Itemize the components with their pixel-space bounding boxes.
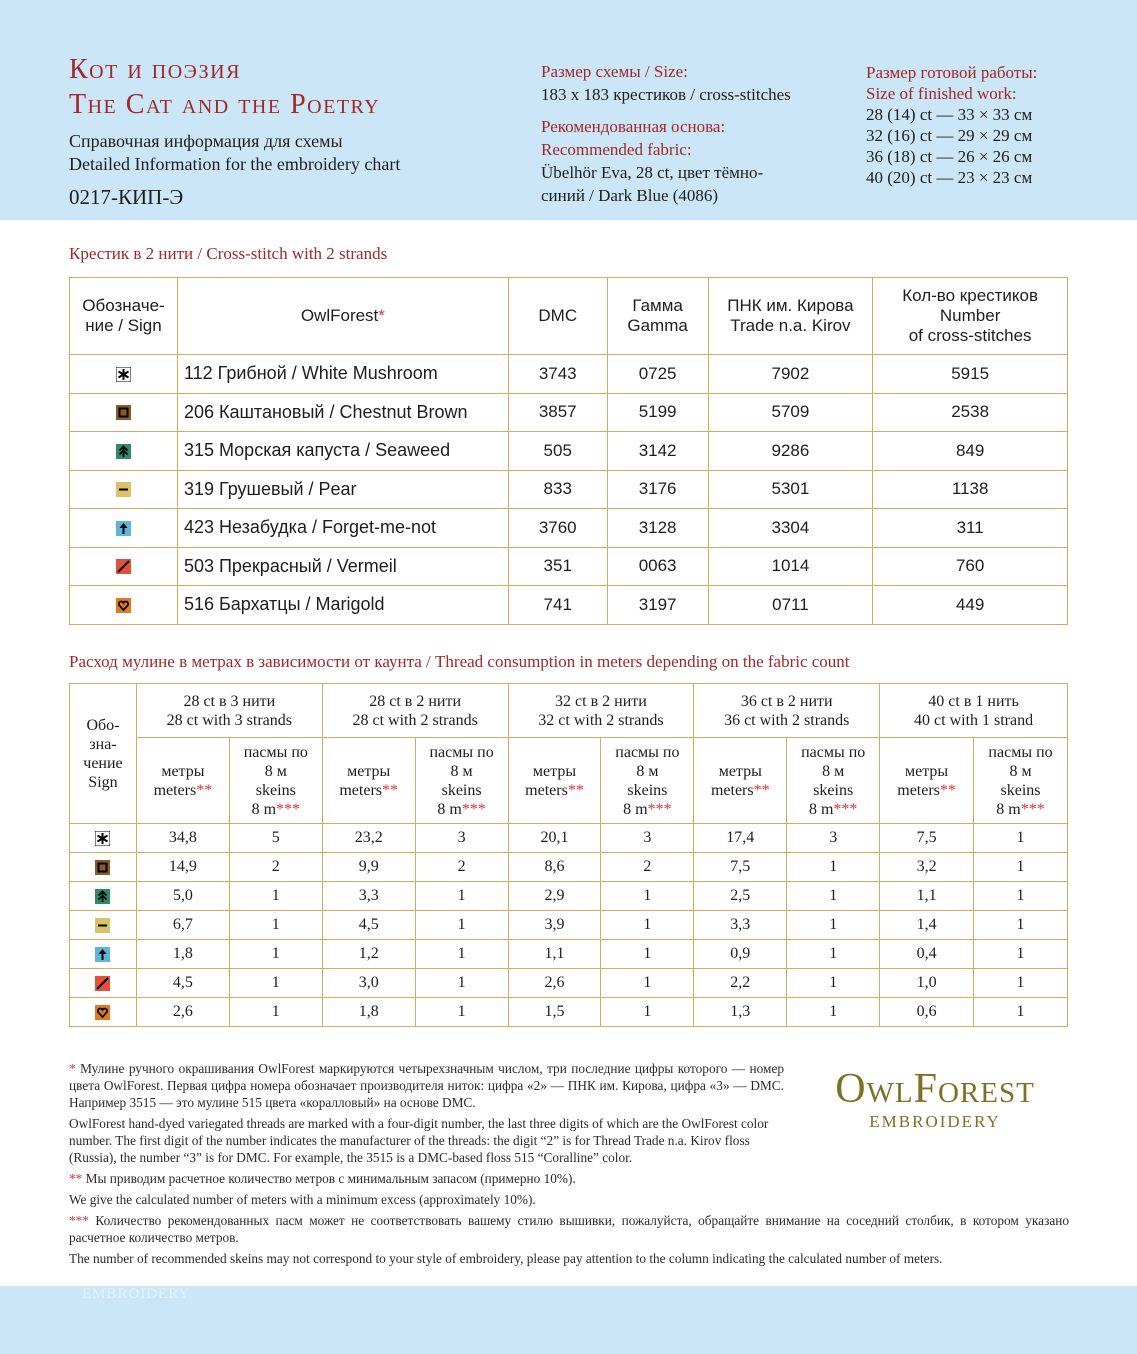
table-row <box>70 547 1068 586</box>
meters-cell: 2,2 <box>694 969 787 998</box>
dmc-cell: 833 <box>508 470 607 509</box>
skeins-cell: 1 <box>601 940 694 969</box>
skeins-cell: 1 <box>974 998 1068 1027</box>
sign-cell <box>70 547 178 586</box>
skeins-cell: 1 <box>787 998 880 1027</box>
footnote-2-ru: ** Мы приводим расчетное количество метров с минимальным запасом (примерно 10%). <box>69 1171 576 1186</box>
sign-header-2: Обо- зна- чение Sign <box>70 684 137 824</box>
footnote-1-en: OwlForest hand-dyed variegated threads are marked with a four-digit number, the last three digits of which are the OwlForest color number. The first digit of the number indicates the manufacturer of the threads: the digit “2” is for Thread Trade n.a. Kirov floss (Russia), the number “3” is for DMC. For example, the 3515 is a DMC-based floss 515 “Coralline” color. <box>69 1116 769 1165</box>
dmc-cell: 3743 <box>508 355 607 394</box>
sign-cell <box>70 853 137 882</box>
footnote-2-en: We give the calculated number of meters with a minimum excess (approximately 10%). <box>69 1192 536 1207</box>
dmc-cell: 3760 <box>508 509 607 548</box>
dmc-cell: 505 <box>508 432 607 471</box>
sign-cell <box>70 393 178 432</box>
gamma-cell: 5199 <box>607 393 708 432</box>
skeins-header: пасмы по 8 м skeins 8 m*** <box>974 738 1068 824</box>
color-name: 319 Грушевый / Pear <box>177 470 508 509</box>
gamma-cell: 3142 <box>607 432 708 471</box>
meters-header: метры meters** <box>322 738 415 824</box>
meters-cell: 14,9 <box>136 853 229 882</box>
skeins-cell: 1 <box>415 998 508 1027</box>
footer-band <box>0 1286 1137 1354</box>
meters-cell: 2,6 <box>508 969 601 998</box>
skeins-cell: 1 <box>974 824 1068 853</box>
count-cell: 760 <box>873 547 1068 586</box>
sign-cell <box>70 911 137 940</box>
title-ru: Кот и поэзия <box>69 54 241 85</box>
meters-cell: 0,4 <box>880 940 974 969</box>
meters-header: метры meters** <box>136 738 229 824</box>
sign-cell <box>70 940 137 969</box>
slash-symbol-icon <box>116 559 131 574</box>
sign-cell <box>70 824 137 853</box>
count-cell: 2538 <box>873 393 1068 432</box>
skeins-cell: 1 <box>974 969 1068 998</box>
pnk-cell: 9286 <box>708 432 873 471</box>
gamma-cell: 3128 <box>607 509 708 548</box>
meters-cell: 3,3 <box>322 882 415 911</box>
dmc-cell: 3857 <box>508 393 607 432</box>
skeins-cell: 1 <box>787 911 880 940</box>
skeins-cell: 2 <box>415 853 508 882</box>
sign-cell <box>70 586 178 625</box>
skeins-cell: 5 <box>229 824 322 853</box>
tree-symbol-icon <box>95 889 110 904</box>
sign-cell <box>70 998 137 1027</box>
tree-symbol-icon <box>116 444 131 459</box>
heart-symbol-icon <box>116 598 131 613</box>
meters-cell: 1,5 <box>508 998 601 1027</box>
pnk-cell: 1014 <box>708 547 873 586</box>
gamma-cell: 3197 <box>607 586 708 625</box>
meters-cell: 3,2 <box>880 853 974 882</box>
meters-cell: 4,5 <box>322 911 415 940</box>
fabric-label-ru: Рекомендованная основа: <box>541 117 726 136</box>
table-row <box>70 882 1068 911</box>
owlforest-logo <box>800 1066 1070 1132</box>
meters-cell: 7,5 <box>694 853 787 882</box>
meters-cell: 1,8 <box>136 940 229 969</box>
pnk-cell: 0711 <box>708 586 873 625</box>
meters-cell: 5,0 <box>136 882 229 911</box>
subtitle <box>69 130 400 176</box>
meters-cell: 6,7 <box>136 911 229 940</box>
count-cell: 311 <box>873 509 1068 548</box>
meters-cell: 0,6 <box>880 998 974 1027</box>
skeins-cell: 1 <box>229 882 322 911</box>
finished-label-en: Size of finished work: <box>866 84 1017 103</box>
group-header: 32 ct в 2 нити 32 ct with 2 strands <box>508 684 694 738</box>
slash-symbol-icon <box>95 976 110 991</box>
pnk-header: ПНК им. Кирова Trade n.a. Kirov <box>708 278 873 355</box>
meters-header: метры meters** <box>694 738 787 824</box>
meters-cell: 0,9 <box>694 940 787 969</box>
gamma-cell: 0725 <box>607 355 708 394</box>
skeins-cell: 1 <box>601 882 694 911</box>
gamma-cell: 3176 <box>607 470 708 509</box>
group-header: 40 ct в 1 нить 40 ct with 1 strand <box>880 684 1068 738</box>
thread-table <box>69 277 1068 625</box>
table-row <box>70 355 1068 394</box>
meters-cell: 1,2 <box>322 940 415 969</box>
table-row <box>70 911 1068 940</box>
pnk-cell: 7902 <box>708 355 873 394</box>
table-row <box>70 998 1068 1027</box>
color-name: 206 Каштановый / Chestnut Brown <box>177 393 508 432</box>
table-row <box>70 940 1068 969</box>
meters-cell: 3,9 <box>508 911 601 940</box>
meters-cell: 4,5 <box>136 969 229 998</box>
color-name: 315 Морская капуста / Seaweed <box>177 432 508 471</box>
footnote-3-en: The number of recommended skeins may not correspond to your style of embroidery, please pay attention to the column indicating the calculated number of meters. <box>69 1251 943 1266</box>
skeins-cell: 1 <box>415 882 508 911</box>
dmc-cell: 351 <box>508 547 607 586</box>
pnk-cell: 3304 <box>708 509 873 548</box>
meters-cell: 7,5 <box>880 824 974 853</box>
sign-cell <box>70 509 178 548</box>
footnote-1-ru: * Мулине ручного окрашивания OwlForest маркируются четырехзначным числом, три последние цифры которого — номер цвета OwlForest. Первая цифра номера обозначает производителя ниток: цифра «2» — ПНК им. Кирова, цифра «3» — DMC. Например 3515 — это мулине 515 цвета «коралловый» на основе DMC. <box>69 1061 784 1110</box>
chart-code: 0217-КИП-Э <box>69 185 184 209</box>
skeins-cell: 1 <box>601 969 694 998</box>
finished-size-3: 36 (18) ct — 26 × 26 см <box>866 147 1033 166</box>
meters-cell: 17,4 <box>694 824 787 853</box>
sign-cell <box>70 470 178 509</box>
skeins-cell: 1 <box>787 882 880 911</box>
logo-name: OwlForest <box>835 1066 1035 1112</box>
color-name: 112 Грибной / White Mushroom <box>177 355 508 394</box>
skeins-cell: 3 <box>415 824 508 853</box>
skeins-cell: 3 <box>787 824 880 853</box>
dmc-header: DMC <box>508 278 607 355</box>
meters-cell: 2,6 <box>136 998 229 1027</box>
sign-cell <box>70 432 178 471</box>
arrow-up-symbol-icon <box>95 947 110 962</box>
group-header: 28 ct в 2 нити 28 ct with 2 strands <box>322 684 508 738</box>
title-en: The Cat and the Poetry <box>69 89 381 120</box>
skeins-cell: 1 <box>974 853 1068 882</box>
skeins-cell: 1 <box>229 940 322 969</box>
logo-sub: EMBROIDERY <box>869 1112 1001 1131</box>
skeins-header: пасмы по 8 м skeins 8 m*** <box>601 738 694 824</box>
page-title <box>69 52 380 122</box>
sign-cell <box>70 882 137 911</box>
square-symbol-icon <box>116 405 131 420</box>
meters-cell: 1,3 <box>694 998 787 1027</box>
size-value: 183 x 183 крестиков / cross-stitches <box>541 85 791 104</box>
footnote-3-ru: *** Количество рекомендованных пасм может не соответствовать вашему стилю вышивки, пожалуйста, обращайте внимание на соседний столбик, в котором указано расчетное количество метров. <box>69 1213 1069 1245</box>
skeins-cell: 2 <box>601 853 694 882</box>
heart-symbol-icon <box>95 1005 110 1020</box>
skeins-cell: 1 <box>601 911 694 940</box>
skeins-cell: 1 <box>787 969 880 998</box>
owlforest-header: OwlForest* <box>177 278 508 355</box>
meters-cell: 8,6 <box>508 853 601 882</box>
consumption-table <box>69 683 1068 1027</box>
pnk-cell: 5709 <box>708 393 873 432</box>
skeins-cell: 1 <box>229 998 322 1027</box>
meters-header: метры meters** <box>508 738 601 824</box>
skeins-cell: 2 <box>229 853 322 882</box>
meters-cell: 1,4 <box>880 911 974 940</box>
skeins-header: пасмы по 8 м skeins 8 m*** <box>229 738 322 824</box>
skeins-header: пасмы по 8 м skeins 8 m*** <box>787 738 880 824</box>
size-label: Размер схемы / Size: <box>541 62 688 81</box>
asterisk-symbol-icon <box>95 831 110 846</box>
minus-symbol-icon <box>95 918 110 933</box>
skeins-cell: 3 <box>601 824 694 853</box>
meters-cell: 1,1 <box>880 882 974 911</box>
sign-cell <box>70 969 137 998</box>
fabric-value-1: Übelhör Eva, 28 ct, цвет тёмно- <box>541 163 764 182</box>
gamma-header: Гамма Gamma <box>607 278 708 355</box>
skeins-cell: 1 <box>787 940 880 969</box>
meters-cell: 9,9 <box>322 853 415 882</box>
meters-cell: 34,8 <box>136 824 229 853</box>
table-row <box>70 824 1068 853</box>
color-name: 423 Незабудка / Forget-me-not <box>177 509 508 548</box>
count-cell: 5915 <box>873 355 1068 394</box>
meters-cell: 1,0 <box>880 969 974 998</box>
table-row <box>70 509 1068 548</box>
skeins-cell: 1 <box>974 882 1068 911</box>
meters-cell: 1,8 <box>322 998 415 1027</box>
finished-size-1: 28 (14) ct — 33 × 33 см <box>866 105 1033 124</box>
square-symbol-icon <box>95 860 110 875</box>
table-row <box>70 586 1068 625</box>
skeins-cell: 1 <box>229 969 322 998</box>
skeins-cell: 1 <box>974 940 1068 969</box>
dmc-cell: 741 <box>508 586 607 625</box>
finished-label-ru: Размер готовой работы: <box>866 63 1038 82</box>
count-cell: 849 <box>873 432 1068 471</box>
meters-cell: 3,0 <box>322 969 415 998</box>
skeins-cell: 1 <box>415 969 508 998</box>
group-header: 28 ct в 3 нити 28 ct with 3 strands <box>136 684 322 738</box>
count-header: Кол-во крестиков Number of cross-stitches <box>873 278 1068 355</box>
meters-cell: 3,3 <box>694 911 787 940</box>
sign-cell <box>70 355 178 394</box>
fabric-value-2: синий / Dark Blue (4086) <box>541 186 719 205</box>
meters-cell: 2,9 <box>508 882 601 911</box>
skeins-cell: 1 <box>415 940 508 969</box>
skeins-cell: 1 <box>415 911 508 940</box>
subtitle-en: Detailed Information for the embroidery chart <box>69 154 401 174</box>
meters-header: метры meters** <box>880 738 974 824</box>
skeins-header: пасмы по 8 м skeins 8 m*** <box>415 738 508 824</box>
pnk-cell: 5301 <box>708 470 873 509</box>
group-header: 36 ct в 2 нити 36 ct with 2 strands <box>694 684 880 738</box>
watermark: EMBROIDERY <box>82 1286 191 1302</box>
color-name: 503 Прекрасный / Vermeil <box>177 547 508 586</box>
asterisk-symbol-icon <box>116 367 131 382</box>
skeins-cell: 1 <box>229 911 322 940</box>
subtitle-ru: Справочная информация для схемы <box>69 131 343 151</box>
skeins-cell: 1 <box>974 911 1068 940</box>
sign-header: Обозначе- ние / Sign <box>70 278 178 355</box>
meters-cell: 23,2 <box>322 824 415 853</box>
arrow-up-symbol-icon <box>116 521 131 536</box>
minus-symbol-icon <box>116 482 131 497</box>
gamma-cell: 0063 <box>607 547 708 586</box>
finished-size-4: 40 (20) ct — 23 × 23 см <box>866 168 1033 187</box>
chart-size-info <box>541 60 791 207</box>
table-row <box>70 432 1068 471</box>
finished-size-2: 32 (16) ct — 29 × 29 см <box>866 126 1033 145</box>
count-cell: 1138 <box>873 470 1068 509</box>
finished-size-info <box>866 62 1037 188</box>
skeins-cell: 1 <box>787 853 880 882</box>
meters-cell: 1,1 <box>508 940 601 969</box>
meters-cell: 20,1 <box>508 824 601 853</box>
table-row <box>70 470 1068 509</box>
fabric-label-en: Recommended fabric: <box>541 140 692 159</box>
table-row <box>70 393 1068 432</box>
table2-title: Расход мулине в метрах в зависимости от каунта / Thread consumption in meters depending on the fabric count <box>69 652 850 671</box>
table-row <box>70 853 1068 882</box>
meters-cell: 2,5 <box>694 882 787 911</box>
count-cell: 449 <box>873 586 1068 625</box>
table-row <box>70 969 1068 998</box>
color-name: 516 Бархатцы / Marigold <box>177 586 508 625</box>
table1-title: Крестик в 2 нити / Cross-stitch with 2 strands <box>69 244 388 263</box>
skeins-cell: 1 <box>601 998 694 1027</box>
